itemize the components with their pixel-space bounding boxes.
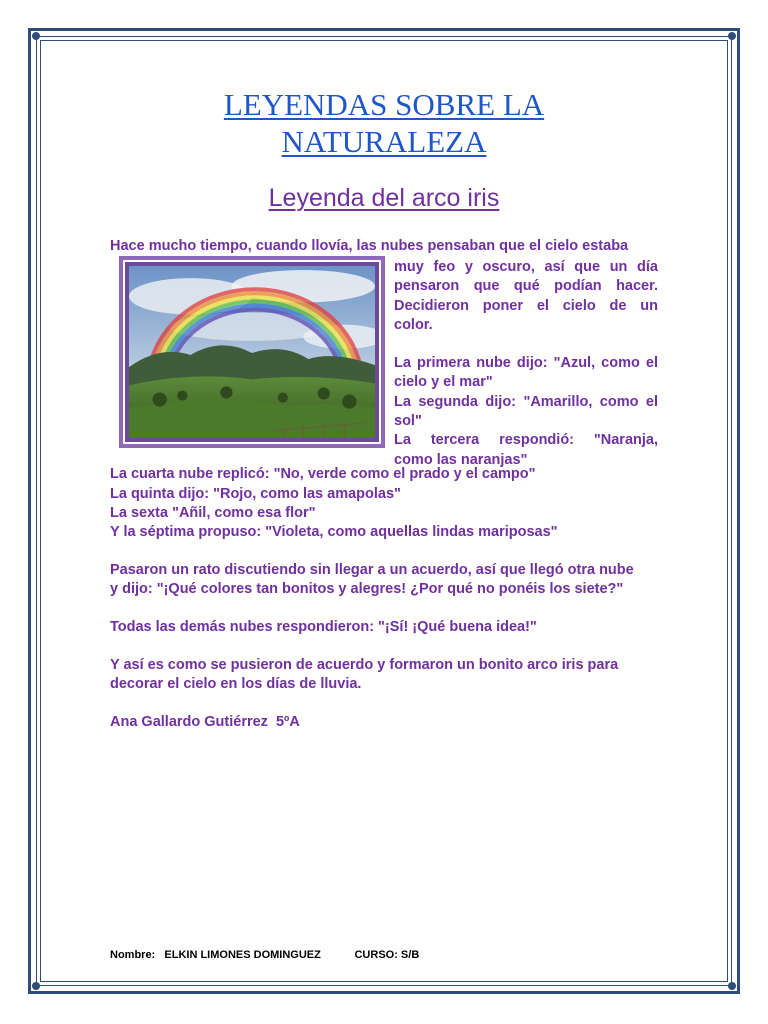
text-line: Todas las demás nubes respondieron: "¡Sí! ¡Qué buena idea!": [110, 619, 537, 635]
title-line-2: NATURALEZA: [281, 124, 487, 159]
border-corner-dot: [32, 982, 40, 990]
text-line: cielo y el mar": [394, 374, 493, 391]
page-title: [40, 86, 728, 160]
text-line: La sexta "Añil, como esa flor": [110, 505, 316, 521]
footer: [110, 949, 419, 961]
border-corner-dot: [728, 32, 736, 40]
text-line: La cuarta nube replicó: "No, verde como el prado y el campo": [110, 466, 536, 482]
text-line: Y la séptima propuso: "Violeta, como aquellas lindas mariposas": [110, 524, 558, 540]
rainbow-picture-frame: [119, 256, 385, 448]
text-line: La quinta dijo: "Rojo, como las amapolas": [110, 486, 401, 502]
text-line: La tercera respondió: "Naranja,: [394, 432, 658, 449]
footer-nombre-label: Nombre:: [110, 949, 156, 961]
text-line: pensaron que qué podían hacer.: [394, 278, 658, 295]
author-line: Ana Gallardo Gutiérrez 5ºA: [110, 714, 300, 730]
text-line: y dijo: "¡Qué colores tan bonitos y alegres! ¿Por qué no ponéis los siete?": [110, 581, 624, 597]
text-line: Y así es como se pusieron de acuerdo y formaron un bonito arco iris para: [110, 657, 619, 673]
text-line: sol": [394, 413, 422, 430]
text-line: color.: [394, 316, 433, 333]
legend-subtitle: Leyenda del arco iris: [268, 184, 500, 212]
text-line: La segunda dijo: "Amarillo, como el: [394, 393, 658, 410]
text-line: La primera nube dijo: "Azul, como el: [394, 355, 658, 372]
border-corner-dot: [728, 982, 736, 990]
text-line: Decidieron poner el cielo de un: [394, 297, 658, 314]
text-line: como las naranjas": [394, 451, 528, 468]
text-line: muy feo y oscuro, así que un día: [394, 259, 658, 275]
intro-line: Hace mucho tiempo, cuando llovía, las nubes pensaban que el cielo estaba: [110, 238, 629, 254]
text-line: decorar el cielo en los días de lluvia.: [110, 676, 362, 692]
right-column-text: [394, 258, 658, 470]
footer-curso: CURSO: S/B: [354, 949, 420, 961]
footer-nombre-value: ELKIN LIMONES DOMINGUEZ: [164, 949, 321, 961]
rainbow-landscape-image: [129, 266, 375, 438]
border-corner-dot: [32, 32, 40, 40]
title-line-1: LEYENDAS SOBRE LA: [223, 87, 545, 122]
text-line: Pasaron un rato discutiendo sin llegar a un acuerdo, así que llegó otra nube: [110, 562, 634, 578]
